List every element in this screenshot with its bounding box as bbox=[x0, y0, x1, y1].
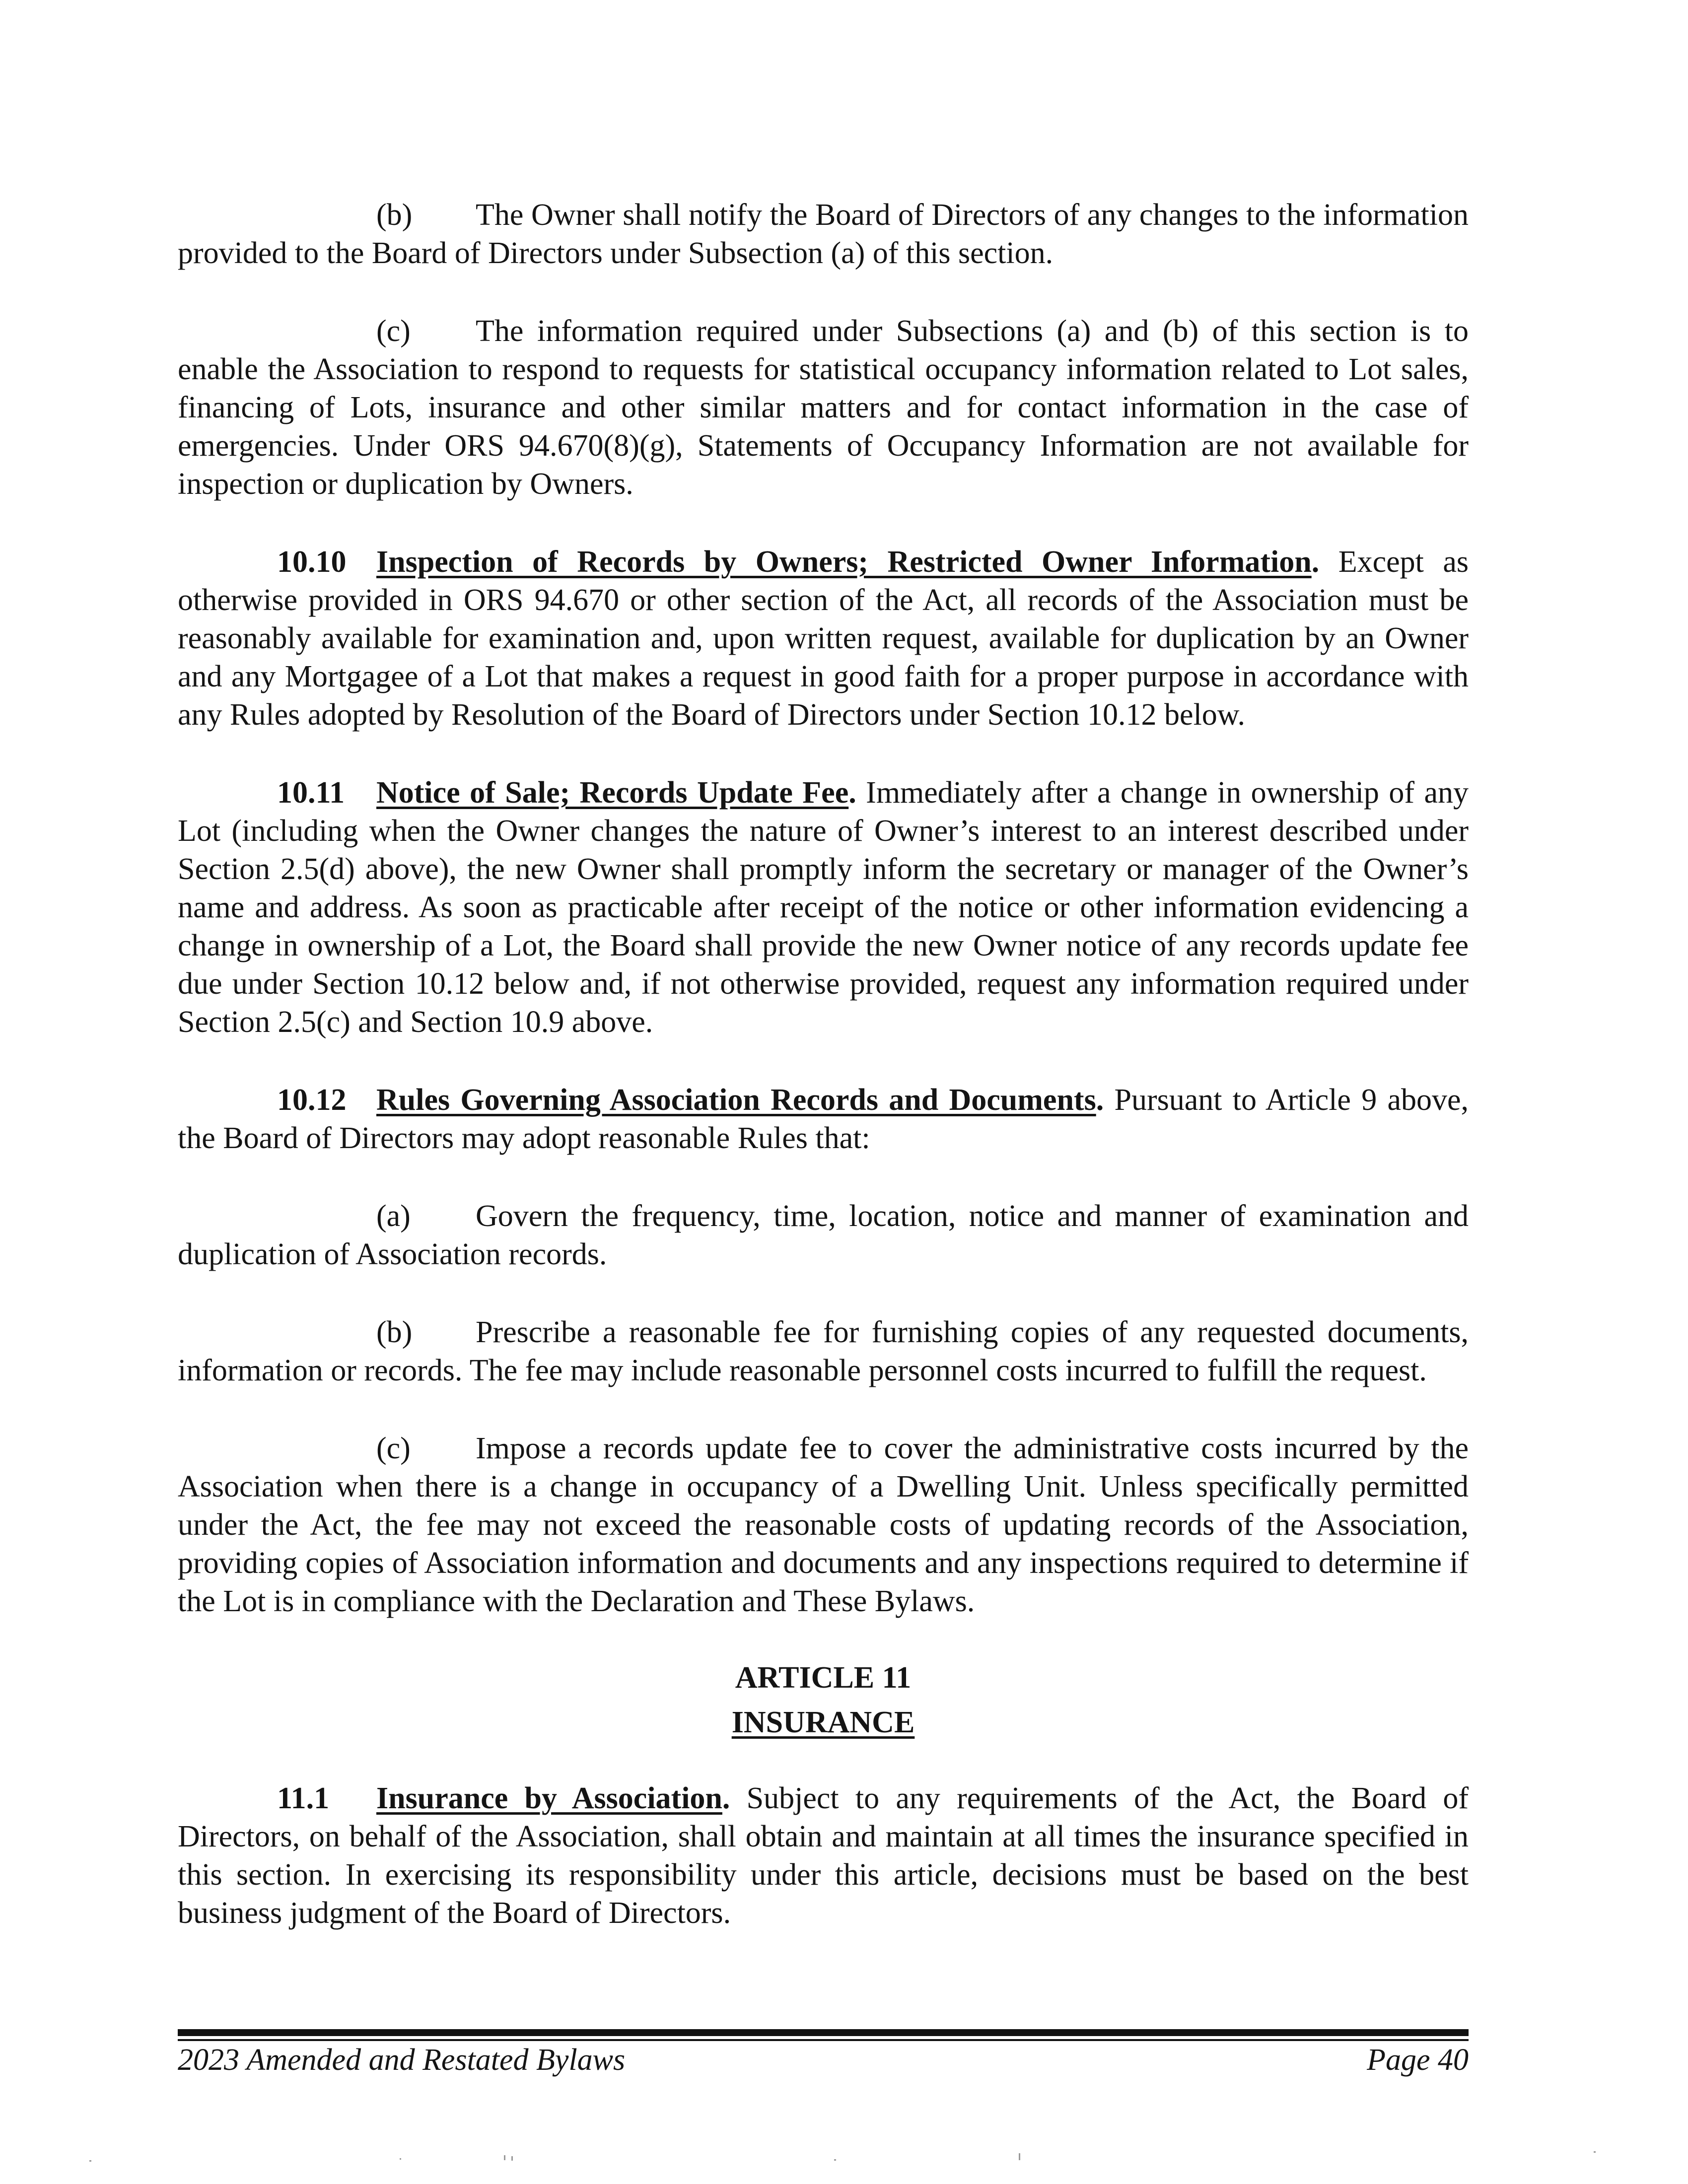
footer-document-title: 2023 Amended and Restated Bylaws bbox=[178, 2043, 626, 2077]
section-10-12: 10.12 Rules Governing Association Records and Documents. Pursuant to Article 9 above, the Board of Directors may adopt reasonable Rules that: bbox=[178, 1081, 1469, 1158]
footer-page-number: Page 40 bbox=[1367, 2043, 1469, 2077]
paragraph-text: Impose a records update fee to cover the administrative costs incurred by the Association when there is a change in occupancy of a Dwelling Unit. Unless specifically permitted under the Act, the fee may not exceed the reasonable costs of updating records of the Association, providing copies of Association information and documents and any inspections required to determine if the Lot is in compliance with the Declaration and These Bylaws. bbox=[178, 1432, 1469, 1618]
footer-rule-thick bbox=[178, 2029, 1469, 2036]
page-footer bbox=[178, 2043, 1469, 2078]
section-10-10: 10.10 Inspection of Records by Owners; Restricted Owner Information. Except as otherwise provided in ORS 94.670 or other section of the Act, all records of the Association must be reasonably available for examination and, upon written request, available for duplication by an Owner and any Mortgagee of a Lot that makes a request in good faith for a proper purpose in accordance with any Rules adopted by Resolution of the Board of Directors under Section 10.12 below. bbox=[178, 543, 1469, 734]
subsection-label: (b) bbox=[376, 1315, 413, 1349]
paragraph-10-9-b bbox=[178, 196, 1469, 273]
article-heading bbox=[178, 1655, 1469, 1745]
section-number: 10.11 bbox=[277, 776, 345, 810]
paragraph-text: The information required under Subsections (a) and (b) of this section is to enable the Association to respond to requests for statistical occupancy information related to Lot sales, financing of Lots, insurance and other similar matters and for contact information in the case of emergencies. Under ORS 94.670(8)(g), Statements of Occupancy Information are not available for inspection or duplication by Owners. bbox=[178, 314, 1469, 501]
paragraph-10-9-c bbox=[178, 312, 1469, 503]
section-11-1: 11.1 Insurance by Association. Subject to any requirements of the Act, the Board of Directors, on behalf of the Association, shall obtain and maintain at all times the insurance specified in this section. In exercising its responsibility under this article, decisions must be based on the best business judgment of the Board of Directors. bbox=[178, 1779, 1469, 1932]
section-text: Except as otherwise provided in ORS 94.670 or other section of the Act, all records of the Association must be reasonably available for examination and, upon written request, available for duplication by an Owner and any Mortgagee of a Lot that makes a request in good faith for a proper purpose in accordance with any Rules adopted by Resolution of the Board of Directors under Section 10.12 below. bbox=[178, 545, 1469, 732]
footer-rule-thin bbox=[178, 2039, 1469, 2041]
paragraph-text: Govern the frequency, time, location, notice and manner of examination and duplication of Association records. bbox=[178, 1199, 1469, 1271]
section-text: Pursuant to Article 9 above, the Board of Directors may adopt reasonable Rules that: bbox=[178, 1083, 1469, 1155]
subsection-label: (a) bbox=[376, 1199, 411, 1233]
paragraph-text: The Owner shall notify the Board of Directors of any changes to the information provided to the Board of Directors under Subsection (a) of this section. bbox=[178, 198, 1469, 270]
section-text: Subject to any requirements of the Act, the Board of Directors, on behalf of the Association, shall obtain and maintain at all times the insurance specified in this section. In exercising its responsibility under this article, decisions must be based on the best business judgment of the Board of Directors. bbox=[178, 1781, 1469, 1930]
subsection-label: (b) bbox=[376, 198, 413, 232]
subsection-label: (c) bbox=[376, 314, 411, 348]
paragraph-text: Prescribe a reasonable fee for furnishing copies of any requested documents, information or records. The fee may include reasonable personnel costs incurred to fulfill the request. bbox=[178, 1315, 1469, 1387]
section-text: Immediately after a change in ownership of any Lot (including when the Owner changes the nature of Owner’s interest to an interest described under Section 2.5(d) above), the new Owner shall promptly inform the secretary or manager of the Owner’s name and address. As soon as practicable after receipt of the notice or other information evidencing a change in ownership of a Lot, the Board shall provide the new Owner notice of any records update fee due under Section 10.12 below and, if not otherwise provided, request any information required under Section 2.5(c) and Section 10.9 above. bbox=[178, 776, 1469, 1039]
section-number: 10.10 bbox=[277, 545, 347, 579]
section-number: 11.1 bbox=[277, 1781, 330, 1815]
section-heading: Notice of Sale; Records Update Fee bbox=[376, 776, 849, 810]
document-body bbox=[178, 196, 1469, 1972]
paragraph-10-12-c bbox=[178, 1430, 1469, 1621]
scan-specks-decoration bbox=[0, 2149, 1688, 2179]
section-heading: Insurance by Association bbox=[376, 1781, 722, 1815]
article-title: INSURANCE bbox=[731, 1706, 915, 1739]
subsection-label: (c) bbox=[376, 1432, 411, 1465]
paragraph-10-12-a bbox=[178, 1197, 1469, 1274]
section-10-11: 10.11 Notice of Sale; Records Update Fee. Immediately after a change in ownership of any Lot (including when the Owner changes the nature of Owner’s interest to an interest described under Section 2.5(d) above), the new Owner shall promptly inform the secretary or manager of the Owner’s name and address. As soon as practicable after receipt of the notice or other information evidencing a change in ownership of a Lot, the Board shall provide the new Owner notice of any records update fee due under Section 10.12 below and, if not otherwise provided, request any information required under Section 2.5(c) and Section 10.9 above. bbox=[178, 774, 1469, 1041]
section-number: 10.12 bbox=[277, 1083, 347, 1117]
article-number: ARTICLE 11 bbox=[735, 1661, 912, 1695]
paragraph-10-12-b bbox=[178, 1313, 1469, 1390]
section-heading: Rules Governing Association Records and Documents bbox=[376, 1083, 1096, 1117]
section-heading: Inspection of Records by Owners; Restricted Owner Information bbox=[376, 545, 1312, 579]
